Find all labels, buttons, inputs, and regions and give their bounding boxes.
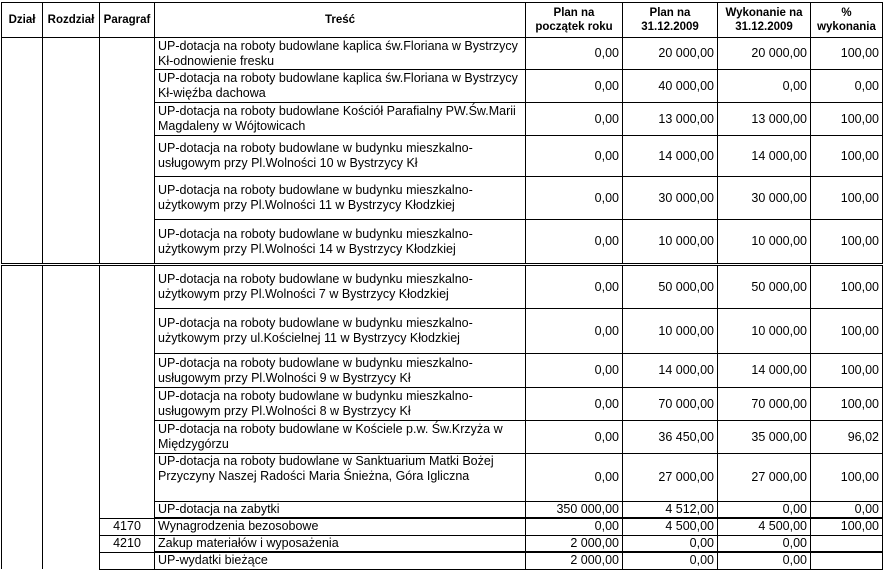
- header-paragraf: Paragraf: [100, 3, 155, 38]
- cell-plan-poczatek: 0,00: [526, 421, 623, 454]
- cell-rozdzial: [43, 454, 100, 502]
- cell-paragraf: [100, 388, 155, 421]
- cell-procent: 100,00: [811, 388, 883, 421]
- cell-dzial: [2, 177, 43, 220]
- header-procent: % wykonania: [811, 3, 883, 38]
- cell-procent: 96,02: [811, 421, 883, 454]
- cell-procent: 100,00: [811, 454, 883, 502]
- table-row: [2, 421, 883, 454]
- cell-procent: [811, 552, 883, 569]
- cell-rozdzial: [43, 136, 100, 177]
- cell-tresc: UP-dotacja na roboty budowlane Kościół Parafialny PW.Św.Marii Magdaleny w Wójtowicach: [155, 103, 526, 136]
- table-row: [2, 136, 883, 177]
- cell-paragraf: [100, 136, 155, 177]
- cell-plan-3112: 36 450,00: [623, 421, 718, 454]
- cell-procent: 100,00: [811, 354, 883, 388]
- cell-wykonanie: 14 000,00: [718, 354, 811, 388]
- cell-paragraf: [100, 454, 155, 502]
- cell-tresc: UP-dotacja na roboty budowlane w budynku mieszkalno-usługowym przy Pl.Wolności 8 w Bystrzycy Kł: [155, 388, 526, 421]
- table-row: [2, 220, 883, 265]
- cell-plan-3112: 30 000,00: [623, 177, 718, 220]
- cell-plan-poczatek: 0,00: [526, 38, 623, 70]
- table-row: [2, 518, 883, 535]
- header-tresc: Treść: [155, 3, 526, 38]
- header-rozdzial: Rozdział: [43, 3, 100, 38]
- cell-rozdzial: [43, 518, 100, 535]
- cell-plan-3112: 4 500,00: [623, 518, 718, 535]
- cell-tresc: UP-dotacja na roboty budowlane w budynku mieszkalno-użytkowym przy ul.Kościelnej 11 w Bystrzycy Kłodzkiej: [155, 309, 526, 354]
- header-dzial: Dział: [2, 3, 43, 38]
- cell-dzial: [2, 38, 43, 70]
- cell-wykonanie: 0,00: [718, 552, 811, 569]
- cell-dzial: [2, 518, 43, 535]
- cell-plan-3112: 70 000,00: [623, 388, 718, 421]
- cell-paragraf: 4170: [100, 518, 155, 535]
- cell-wykonanie: 20 000,00: [718, 38, 811, 70]
- header-plan-3112: Plan na 31.12.2009: [623, 3, 718, 38]
- cell-tresc: UP-dotacja na roboty budowlane w budynku mieszkalno-usługowym przy Pl.Wolności 10 w Bystrzycy Kł: [155, 136, 526, 177]
- cell-plan-poczatek: 2 000,00: [526, 535, 623, 552]
- cell-rozdzial: [43, 38, 100, 70]
- cell-plan-poczatek: 0,00: [526, 518, 623, 535]
- cell-procent: 100,00: [811, 136, 883, 177]
- cell-dzial: [2, 103, 43, 136]
- cell-procent: 100,00: [811, 220, 883, 265]
- cell-procent: 100,00: [811, 177, 883, 220]
- cell-rozdzial: [43, 502, 100, 519]
- cell-tresc: UP-dotacja na roboty budowlane w Kościele p.w. Św.Krzyża w Międzygórzu: [155, 421, 526, 454]
- header-wykonanie: Wykonanie na 31.12.2009: [718, 3, 811, 38]
- table-row: [2, 70, 883, 103]
- table-row: [2, 502, 883, 519]
- cell-tresc: UP-dotacja na roboty budowlane w budynku mieszkalno-użytkowym przy Pl.Wolności 14 w Bystrzycy Kłodzkiej: [155, 220, 526, 265]
- cell-plan-poczatek: 0,00: [526, 388, 623, 421]
- cell-tresc: UP-dotacja na roboty budowlane w budynku mieszkalno-użytkowym przy Pl.Wolności 11 w Bystrzycy Kłodzkiej: [155, 177, 526, 220]
- cell-tresc: UP-dotacja na roboty budowlane w budynku mieszkalno-użytkowym przy Pl.Wolności 7 w Bystrzycy Kłodzkiej: [155, 265, 526, 309]
- cell-paragraf: [100, 70, 155, 103]
- cell-plan-poczatek: 0,00: [526, 103, 623, 136]
- cell-wykonanie: 30 000,00: [718, 177, 811, 220]
- cell-dzial: [2, 421, 43, 454]
- cell-wykonanie: 35 000,00: [718, 421, 811, 454]
- cell-rozdzial: [43, 220, 100, 265]
- cell-paragraf: [100, 103, 155, 136]
- table-row: [2, 552, 883, 569]
- cell-dzial: [2, 220, 43, 265]
- cell-paragraf: [100, 354, 155, 388]
- cell-dzial: [2, 552, 43, 569]
- cell-procent: 100,00: [811, 518, 883, 535]
- cell-wykonanie: 4 500,00: [718, 518, 811, 535]
- cell-dzial: [2, 388, 43, 421]
- cell-tresc: Wynagrodzenia bezosobowe: [155, 518, 526, 535]
- cell-rozdzial: [43, 354, 100, 388]
- cell-plan-3112: 50 000,00: [623, 265, 718, 309]
- table-row: [2, 103, 883, 136]
- cell-plan-poczatek: 0,00: [526, 220, 623, 265]
- cell-tresc: UP-dotacja na zabytki: [155, 502, 526, 519]
- cell-rozdzial: [43, 177, 100, 220]
- cell-plan-poczatek: 0,00: [526, 354, 623, 388]
- cell-paragraf: [100, 502, 155, 519]
- table-row: [2, 354, 883, 388]
- table-row: [2, 388, 883, 421]
- cell-paragraf: [100, 177, 155, 220]
- cell-plan-3112: 14 000,00: [623, 354, 718, 388]
- cell-wykonanie: 13 000,00: [718, 103, 811, 136]
- cell-procent: 100,00: [811, 309, 883, 354]
- cell-wykonanie: 14 000,00: [718, 136, 811, 177]
- cell-paragraf: [100, 421, 155, 454]
- cell-wykonanie: 0,00: [718, 535, 811, 552]
- cell-tresc: Zakup materiałów i wyposażenia: [155, 535, 526, 552]
- table-row: [2, 177, 883, 220]
- cell-dzial: [2, 265, 43, 309]
- cell-rozdzial: [43, 265, 100, 309]
- cell-plan-3112: 4 512,00: [623, 502, 718, 519]
- cell-wykonanie: 0,00: [718, 502, 811, 519]
- budget-table: [1, 2, 883, 570]
- cell-plan-poczatek: 2 000,00: [526, 552, 623, 569]
- cell-paragraf: [100, 38, 155, 70]
- cell-dzial: [2, 454, 43, 502]
- cell-dzial: [2, 136, 43, 177]
- cell-paragraf: 4210: [100, 535, 155, 552]
- cell-procent: 100,00: [811, 38, 883, 70]
- cell-procent: 100,00: [811, 103, 883, 136]
- cell-dzial: [2, 354, 43, 388]
- cell-tresc: UP-wydatki bieżące: [155, 552, 526, 569]
- cell-dzial: [2, 535, 43, 552]
- cell-procent: 0,00: [811, 502, 883, 519]
- cell-plan-3112: 40 000,00: [623, 70, 718, 103]
- cell-procent: 100,00: [811, 265, 883, 309]
- cell-rozdzial: [43, 70, 100, 103]
- cell-plan-poczatek: 0,00: [526, 265, 623, 309]
- cell-wykonanie: 50 000,00: [718, 265, 811, 309]
- cell-plan-poczatek: 0,00: [526, 454, 623, 502]
- cell-wykonanie: 0,00: [718, 70, 811, 103]
- cell-rozdzial: [43, 535, 100, 552]
- cell-plan-3112: 14 000,00: [623, 136, 718, 177]
- cell-rozdzial: [43, 421, 100, 454]
- cell-wykonanie: 10 000,00: [718, 220, 811, 265]
- cell-plan-poczatek: 0,00: [526, 70, 623, 103]
- cell-plan-3112: 0,00: [623, 552, 718, 569]
- table-row: [2, 309, 883, 354]
- cell-wykonanie: 70 000,00: [718, 388, 811, 421]
- cell-procent: 0,00: [811, 70, 883, 103]
- cell-plan-3112: 10 000,00: [623, 309, 718, 354]
- cell-tresc: UP-dotacja na roboty budowlane w Sanktuarium Matki Bożej Przyczyny Naszej Radości Maria Śnieżna, Góra Igliczna: [155, 454, 526, 502]
- header-plan-poczatek: Plan na początek roku: [526, 3, 623, 38]
- cell-tresc: UP-dotacja na roboty budowlane kaplica św.Floriana w Bystrzycy Kł-odnowienie fresku: [155, 38, 526, 70]
- cell-wykonanie: 27 000,00: [718, 454, 811, 502]
- table-row: [2, 265, 883, 309]
- table-row: [2, 535, 883, 552]
- cell-plan-poczatek: 0,00: [526, 309, 623, 354]
- cell-rozdzial: [43, 388, 100, 421]
- cell-dzial: [2, 502, 43, 519]
- cell-plan-3112: 0,00: [623, 535, 718, 552]
- cell-tresc: UP-dotacja na roboty budowlane w budynku mieszkalno-usługowym przy Pl.Wolności 9 w Bystrzycy Kł: [155, 354, 526, 388]
- cell-rozdzial: [43, 552, 100, 569]
- cell-rozdzial: [43, 103, 100, 136]
- cell-paragraf: [100, 265, 155, 309]
- header-row: [2, 3, 883, 38]
- cell-plan-3112: 10 000,00: [623, 220, 718, 265]
- cell-rozdzial: [43, 309, 100, 354]
- cell-dzial: [2, 309, 43, 354]
- table-row: [2, 38, 883, 70]
- cell-plan-3112: 27 000,00: [623, 454, 718, 502]
- cell-plan-3112: 13 000,00: [623, 103, 718, 136]
- cell-plan-poczatek: 0,00: [526, 136, 623, 177]
- cell-paragraf: [100, 552, 155, 569]
- cell-paragraf: [100, 220, 155, 265]
- cell-tresc: UP-dotacja na roboty budowlane kaplica św.Floriana w Bystrzycy Kł-więźba dachowa: [155, 70, 526, 103]
- cell-wykonanie: 10 000,00: [718, 309, 811, 354]
- cell-plan-3112: 20 000,00: [623, 38, 718, 70]
- cell-procent: [811, 535, 883, 552]
- cell-plan-poczatek: 0,00: [526, 177, 623, 220]
- cell-paragraf: [100, 309, 155, 354]
- table-row: [2, 454, 883, 502]
- cell-plan-poczatek: 350 000,00: [526, 502, 623, 519]
- cell-dzial: [2, 70, 43, 103]
